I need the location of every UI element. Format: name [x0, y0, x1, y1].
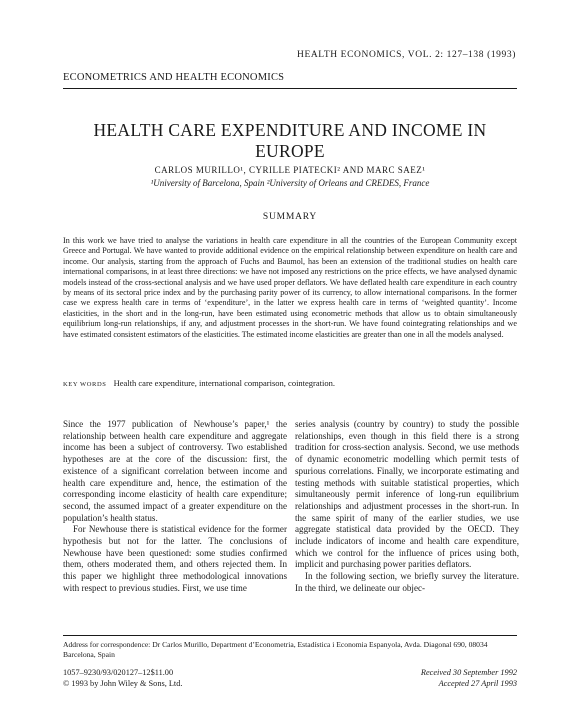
keywords-label: KEY WORDS [63, 381, 107, 388]
footnote-rule [63, 635, 517, 636]
author-affiliations: ¹University of Barcelona, Spain ²University of Orleans and CREDES, France [150, 178, 430, 188]
body-column-right [295, 419, 519, 595]
body-paragraph: series analysis (country by country) to study the possible relationships, even though in this field there is a strong tradition for cross-section analysis. Second, we use methods of dynamic econometric modelling which permit tests of spurious correlations. Finally, we incorporate estimating and testing methods with suitable statistical properties, which simultaneously permit inference of long-run equilibrium relationships and adjustment processes in the short-run. In the same spirit of many of the earlier studies, we use aggregate statistical data provided by the OECD. They include indicators of income and health care expenditure, which we control for the influence of prices using both, implicit and purchasing power parities deflators. [295, 419, 519, 570]
summary-heading: SUMMARY [262, 212, 318, 222]
section-title: ECONOMETRICS AND HEALTH ECONOMICS [63, 72, 285, 83]
header-rule [63, 88, 517, 89]
issn-code: 1057–9230/93/020127–12$11.00 [63, 668, 174, 677]
copyright-notice: © 1993 by John Wiley & Sons, Ltd. [63, 678, 183, 688]
received-date: Received 30 September 1992 [420, 668, 517, 677]
body-paragraph: Since the 1977 publication of Newhouse’s paper,¹ the relationship between health care expenditure and aggregate income has been a subject of controversy. Two established hypotheses are at the core of the discussion: first, the existence of a significant correlation between income and health care expenditure and, hence, the estimation of the corresponding income elasticity of health care expenditure; second, the assumed impact of a greater expenditure on the population’s health status. [63, 419, 287, 523]
body-column-left [63, 419, 287, 595]
article-authors: CARLOS MURILLO¹, CYRILLE PIATECKI² AND MARC SAEZ¹ [154, 165, 426, 175]
journal-header: HEALTH ECONOMICS, VOL. 2: 127–138 (1993) [296, 50, 516, 60]
article-title: HEALTH CARE EXPENDITURE AND INCOME IN EUROPE [93, 120, 487, 161]
publication-info [63, 668, 182, 689]
body-paragraph: For Newhouse there is statistical evidence for the former hypothesis but not for the latter. The conclusions of Newhouse have been questioned: some studies confirmed them, others moderated them, and others rejected them. In this paper we highlight three methodological innovations with respect to previous studies. First, we use time [63, 524, 287, 593]
summary-text: In this work we have tried to analyse the variations in health care expenditure in all the countries of the European Community except Greece and Portugal. We have wanted to provide additional evidence on the empirical relationship between expenditure on health care and income. Our analysis, starting from the approach of Fuchs and Baumol, has been an extension of the traditional studies on health care international comparisons, in at least three directions: we have not imposed any restrictions on the price effects, we have analysed dynamic models instead of the cross-sectional analysis and we have used proper deflators. We have deflated health care expenditure in each country by means of its sectoral price index and by the purchasing parity power of its currency, to allow international comparisons. In the former case we express health care in terms of ‘expenditure’, in the latter we express health care in terms of ‘weighted quantity’. Income elasticities, in the short and in the long-run, have been estimated using econometric methods that allow us to obtain simultaneously equilibrium long-run relationships, if any, and adjustment processes in the short-run. We have found cointegrating relationships and we have estimated consistent estimators of the elasticities. The estimated income elasticities are greater than one in all the models analysed. [63, 236, 517, 339]
manuscript-dates [421, 668, 517, 689]
keywords-text: Health care expenditure, international comparison, cointegration. [113, 378, 336, 388]
correspondence-footnote: Address for correspondence: Dr Carlos Murillo, Department d’Econometria, Estadística i Economia Espanyola, Avda. Diagonal 690, 08034 Barcelona, Spain [63, 640, 488, 659]
keywords [63, 378, 517, 388]
accepted-date: Accepted 27 April 1993 [438, 678, 517, 688]
body-paragraph: In the following section, we briefly survey the literature. In the third, we delineate our objec- [295, 571, 519, 593]
